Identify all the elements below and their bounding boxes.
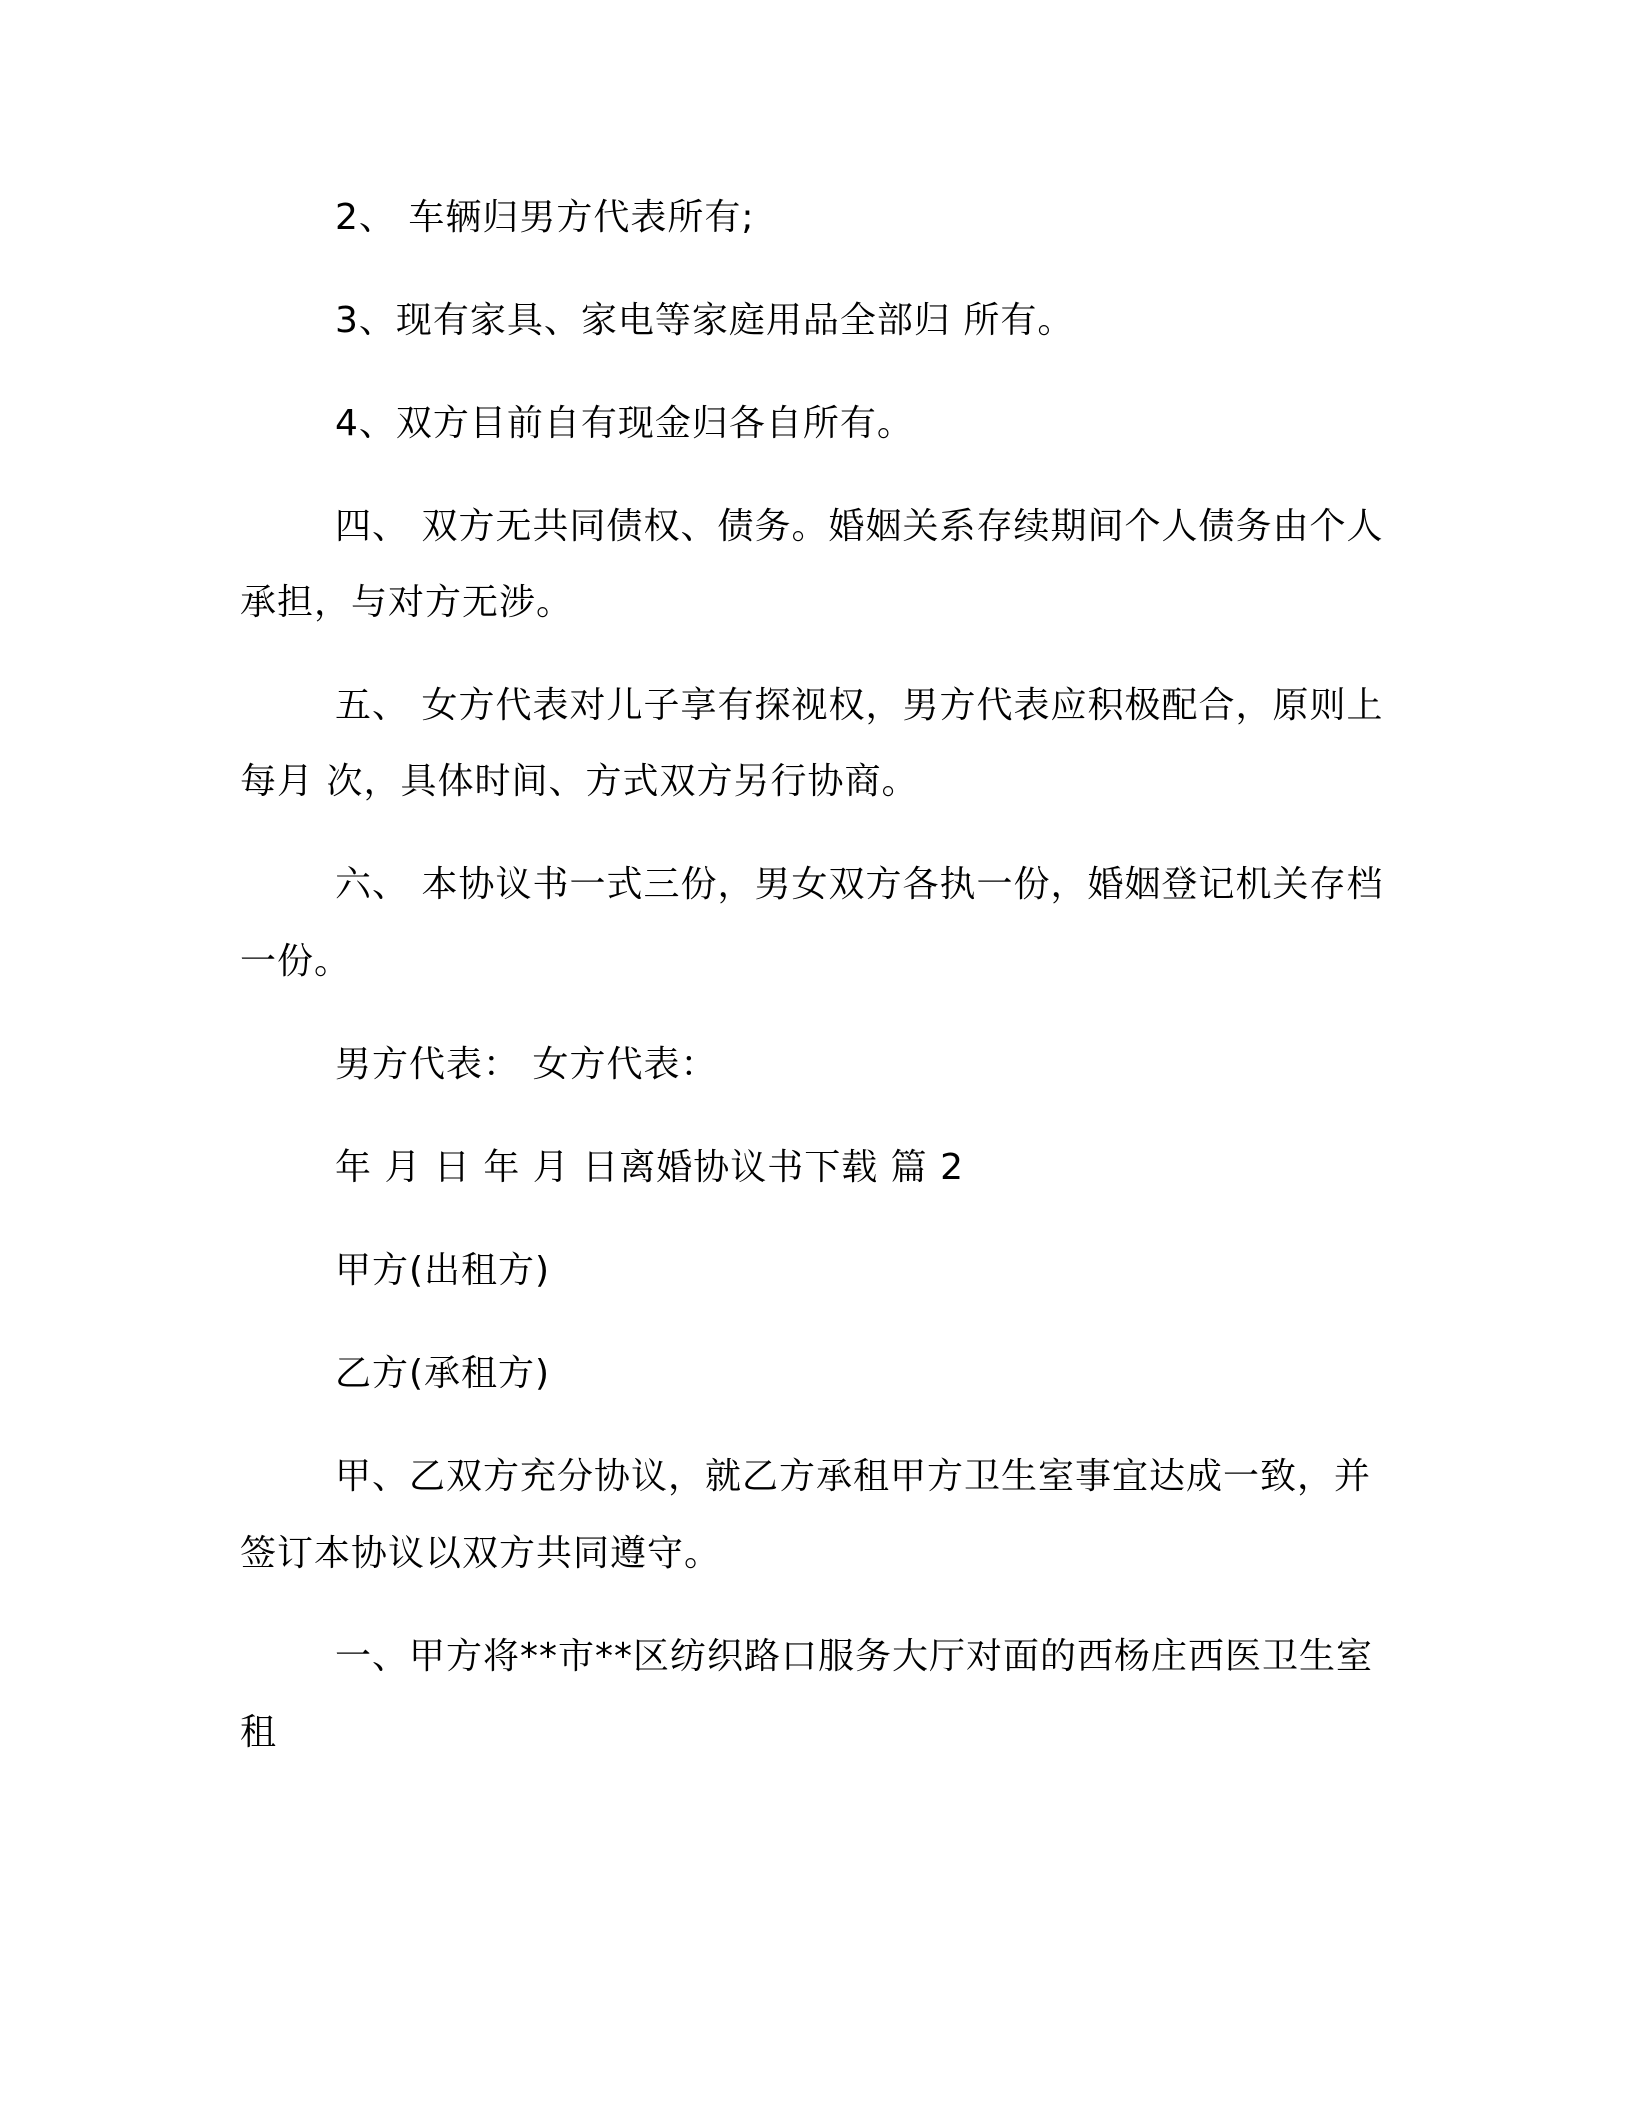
text-line: 五、 女方代表对儿子享有探视权，男方代表应积极配合，原则上: [335, 685, 1384, 726]
text-line: 甲方(出租方): [335, 1250, 551, 1291]
text-line: 甲、乙双方充分协议，就乙方承租甲方卫生室事宜达成一致，并: [335, 1456, 1372, 1497]
text-line: 签订本协议以双方共同遵守。: [240, 1533, 722, 1574]
text-line: 2、 车辆归男方代表所有;: [335, 197, 755, 238]
text-line: 承担，与对方无涉。: [240, 582, 574, 623]
text-line: 4、双方目前自有现金归各自所有。: [335, 403, 914, 444]
text-line: 男方代表： 女方代表：: [335, 1044, 718, 1085]
text-line: 四、 双方无共同债权、债务。婚姻关系存续期间个人债务由个人: [335, 506, 1384, 547]
text-line: 六、 本协议书一式三份，男女双方各执一份，婚姻登记机关存档: [335, 864, 1384, 905]
text-line: 乙方(承租方): [335, 1353, 551, 1394]
text-line: 一、甲方将**市**区纺织路口服务大厅对面的西杨庄西医卫生室: [335, 1636, 1374, 1677]
text-line: 每月 次，具体时间、方式双方另行协商。: [240, 761, 919, 802]
text-line: 年 月 日 年 月 日离婚协议书下载 篇 2: [335, 1147, 965, 1188]
text-line: 3、现有家具、家电等家庭用品全部归 所有。: [335, 300, 1075, 341]
text-line: 租: [240, 1712, 278, 1753]
text-line: 一份。: [240, 941, 352, 982]
